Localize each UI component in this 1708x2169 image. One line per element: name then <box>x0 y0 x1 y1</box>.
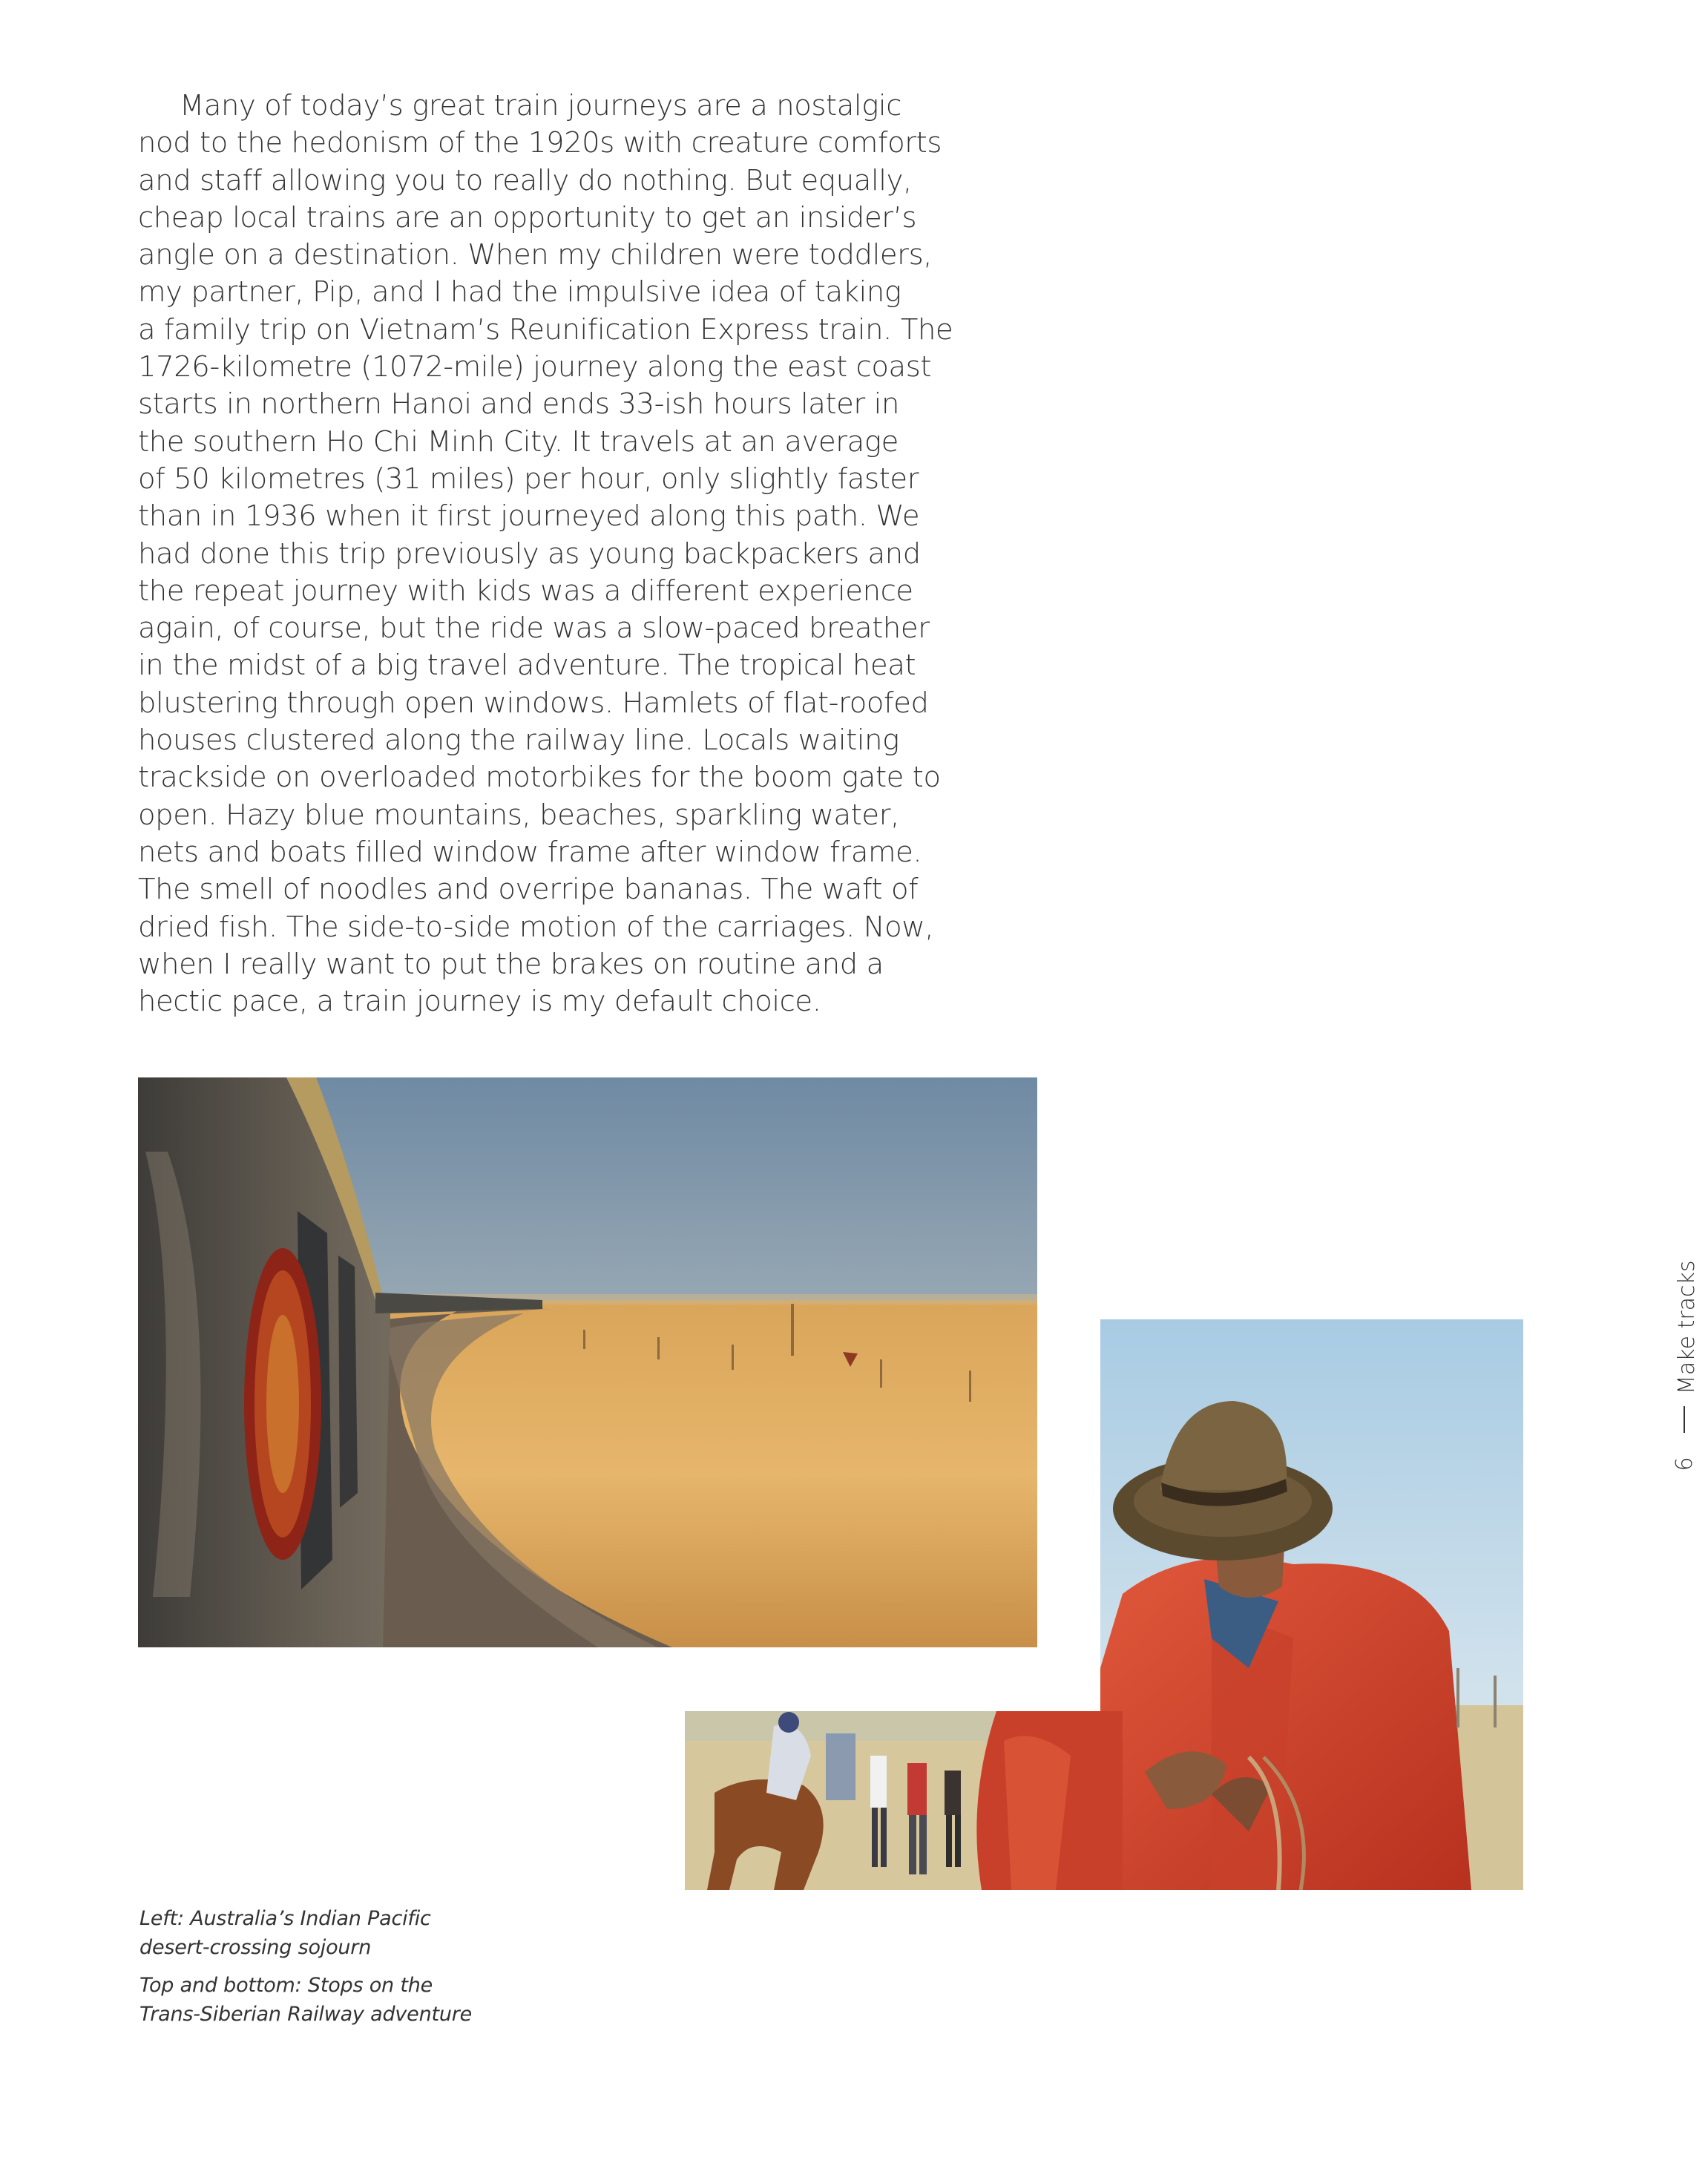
herder-photo <box>1100 1319 1523 1890</box>
body-line: than in 1936 when it first journeyed along this path. We <box>138 499 920 534</box>
body-line: nod to the hedonism of the 1920s with creature comforts <box>138 126 942 160</box>
body-line: cheap local trains are an opportunity to get an insider’s <box>138 200 917 234</box>
train-desert-photo <box>138 1077 1037 1647</box>
folio-divider <box>1684 1406 1685 1433</box>
body-line: had done this trip previously as young backpackers and <box>138 536 921 571</box>
body-line: the southern Ho Chi Minh City. It travels at an average <box>138 424 899 459</box>
train-desert-illustration <box>138 1077 1037 1647</box>
body-line: starts in northern Hanoi and ends 33-ish hours later in <box>138 387 899 421</box>
herder-illustration <box>1100 1319 1523 1890</box>
body-line: dried fish. The side-to-side motion of the carriages. Now, <box>138 910 934 944</box>
body-line: in the midst of a big travel adventure. The tropical heat <box>138 649 916 683</box>
caption-line: Left: Australia’s Indian Pacific <box>139 1907 431 1930</box>
body-line: my partner, Pip, and I had the impulsive idea of taking <box>138 275 901 309</box>
body-line: again, of course, but the ride was a slow-paced breather <box>138 611 930 646</box>
body-line: houses clustered along the railway line. Locals waiting <box>138 723 899 758</box>
body-line: 1726-kilometre (1072-mile) journey along the east coast <box>138 350 932 384</box>
running-section-title: Make tracks <box>1674 1260 1700 1394</box>
body-line: trackside on overloaded motorbikes for the boom gate to <box>138 761 941 795</box>
page-number: 9 <box>1669 1456 1696 1471</box>
body-line: open. Hazy blue mountains, beaches, sparkling water, <box>138 798 899 832</box>
body-line: nets and boats filled window frame after window frame. <box>138 835 922 869</box>
body-line: and staff allowing you to really do nothing. But equally, <box>138 163 912 197</box>
body-line: the repeat journey with kids was a different experience <box>138 574 913 608</box>
body-line: angle on a destination. When my children were toddlers, <box>138 238 933 272</box>
body-line: blustering through open windows. Hamlets of flat-roofed <box>138 686 929 720</box>
caption-line: Trans-Siberian Railway adventure <box>139 2003 473 2026</box>
body-text <box>138 88 953 1020</box>
horse-race-illustration <box>685 1711 1123 1890</box>
caption-top-bottom <box>139 1971 472 2029</box>
body-line: hectic pace, a train journey is my default choice. <box>138 985 821 1019</box>
body-line: of 50 kilometres (31 miles) per hour, only slightly faster <box>138 462 919 496</box>
caption-line: Top and bottom: Stops on the <box>139 1974 433 1997</box>
body-line: when I really want to put the brakes on routine and a <box>138 947 884 981</box>
caption-line: desert-crossing sojourn <box>139 1936 372 1959</box>
caption-left <box>139 1904 431 1962</box>
body-line: Many of today’s great train journeys are a nostalgic <box>180 89 902 122</box>
horse-race-photo <box>685 1711 1123 1890</box>
body-line: a family trip on Vietnam’s Reunification Express train. The <box>138 312 953 347</box>
body-line: The smell of noodles and overripe bananas. The waft of <box>138 873 919 907</box>
